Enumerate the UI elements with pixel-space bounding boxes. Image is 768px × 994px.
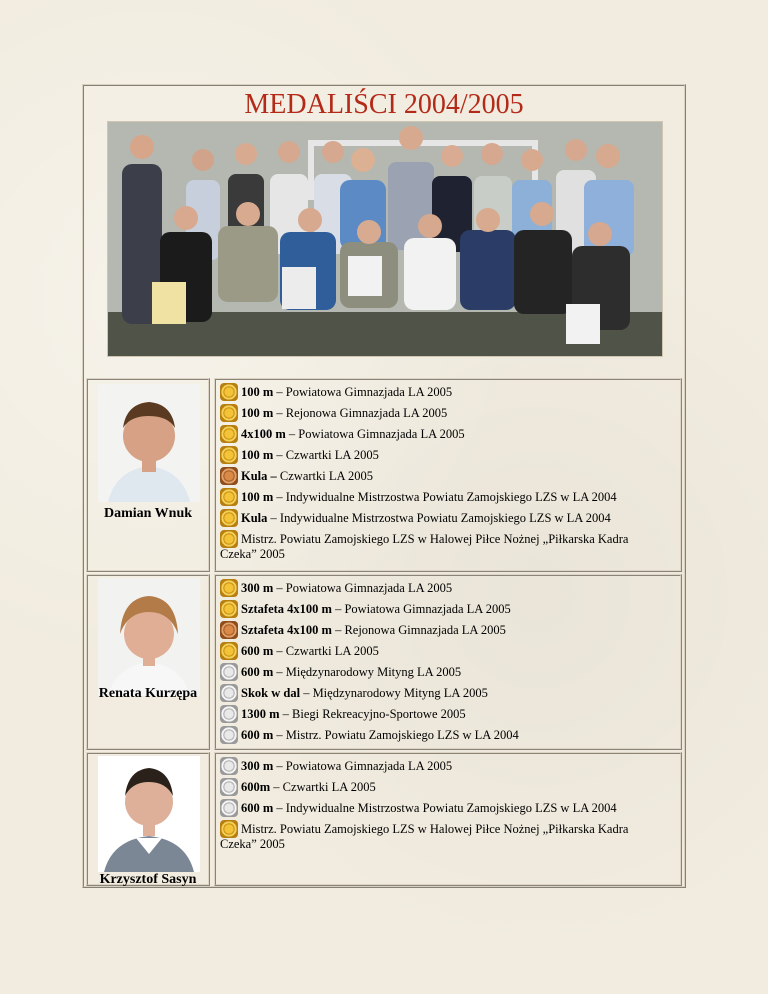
result-line: Mistrz. Powiatu Zamojskiego LZS w Halowej Piłce Nożnej „Piłkarska Kadra Czeka” 2005 bbox=[220, 822, 629, 851]
result-line: 600 m – Międzynarodowy Mityng LA 2005 bbox=[220, 663, 461, 681]
gold-medal-icon bbox=[220, 446, 238, 464]
result-line: Skok w dal – Międzynarodowy Mityng LA 2005 bbox=[220, 684, 488, 702]
gold-medal-icon bbox=[220, 425, 238, 443]
gold-medal-icon bbox=[220, 509, 238, 527]
result-line: 100 m – Czwartki LA 2005 bbox=[220, 446, 379, 464]
gold-medal-icon bbox=[220, 383, 238, 401]
result-line: Kula – Indywidualne Mistrzostwa Powiatu Zamojskiego LZS w LA 2004 bbox=[220, 509, 611, 527]
result-line: 600 m – Indywidualne Mistrzostwa Powiatu Zamojskiego LZS w LA 2004 bbox=[220, 799, 617, 817]
athlete-results-cell bbox=[214, 574, 682, 750]
silver-medal-icon bbox=[220, 757, 238, 775]
page-title: MEDALIŚCI 2004/2005 bbox=[244, 89, 524, 120]
team-group-photo bbox=[107, 121, 663, 357]
gold-medal-icon bbox=[220, 404, 238, 422]
athlete-results-cell bbox=[214, 378, 682, 572]
athlete-photo-cell bbox=[86, 378, 210, 572]
athlete-name: Damian Wnuk bbox=[103, 506, 193, 521]
result-line: 300 m – Powiatowa Gimnazjada LA 2005 bbox=[220, 757, 452, 775]
result-line: 4x100 m – Powiatowa Gimnazjada LA 2005 bbox=[220, 425, 465, 443]
result-line: Sztafeta 4x100 m – Powiatowa Gimnazjada LA 2005 bbox=[220, 600, 511, 618]
gold-medal-icon bbox=[220, 642, 238, 660]
athlete-name: Renata Kurzępa bbox=[98, 686, 198, 701]
gold-medal-icon bbox=[220, 820, 238, 838]
result-line: 1300 m – Biegi Rekreacyjno-Sportowe 2005 bbox=[220, 705, 466, 723]
result-line: Sztafeta 4x100 m – Rejonowa Gimnazjada LA 2005 bbox=[220, 621, 506, 639]
silver-medal-icon bbox=[220, 799, 238, 817]
result-line: 100 m – Powiatowa Gimnazjada LA 2005 bbox=[220, 383, 452, 401]
gold-medal-icon bbox=[220, 530, 238, 548]
result-line: 600m – Czwartki LA 2005 bbox=[220, 778, 376, 796]
athlete-photo-cell bbox=[86, 574, 210, 750]
result-line: Kula – Czwartki LA 2005 bbox=[220, 467, 373, 485]
athlete-portrait bbox=[98, 756, 200, 872]
silver-medal-icon bbox=[220, 705, 238, 723]
silver-medal-icon bbox=[220, 684, 238, 702]
athlete-results-cell bbox=[214, 752, 682, 886]
silver-medal-icon bbox=[220, 726, 238, 744]
result-line: 300 m – Powiatowa Gimnazjada LA 2005 bbox=[220, 579, 452, 597]
athlete-photo-cell bbox=[86, 752, 210, 886]
athlete-portrait bbox=[98, 384, 200, 502]
silver-medal-icon bbox=[220, 663, 238, 681]
result-line: Mistrz. Powiatu Zamojskiego LZS w Halowej Piłce Nożnej „Piłkarska Kadra Czeka” 2005 bbox=[220, 532, 629, 561]
gold-medal-icon bbox=[220, 600, 238, 618]
result-line: 600 m – Mistrz. Powiatu Zamojskiego LZS w LA 2004 bbox=[220, 726, 519, 744]
athlete-name: Krzysztof Sasyn bbox=[99, 872, 197, 887]
result-line: 100 m – Rejonowa Gimnazjada LA 2005 bbox=[220, 404, 447, 422]
silver-medal-icon bbox=[220, 778, 238, 796]
result-line: 100 m – Indywidualne Mistrzostwa Powiatu Zamojskiego LZS w LA 2004 bbox=[220, 488, 617, 506]
athlete-portrait bbox=[98, 578, 200, 696]
gold-medal-icon bbox=[220, 579, 238, 597]
bronze-medal-icon bbox=[220, 467, 238, 485]
gold-medal-icon bbox=[220, 488, 238, 506]
result-line: 600 m – Czwartki LA 2005 bbox=[220, 642, 379, 660]
bronze-medal-icon bbox=[220, 621, 238, 639]
